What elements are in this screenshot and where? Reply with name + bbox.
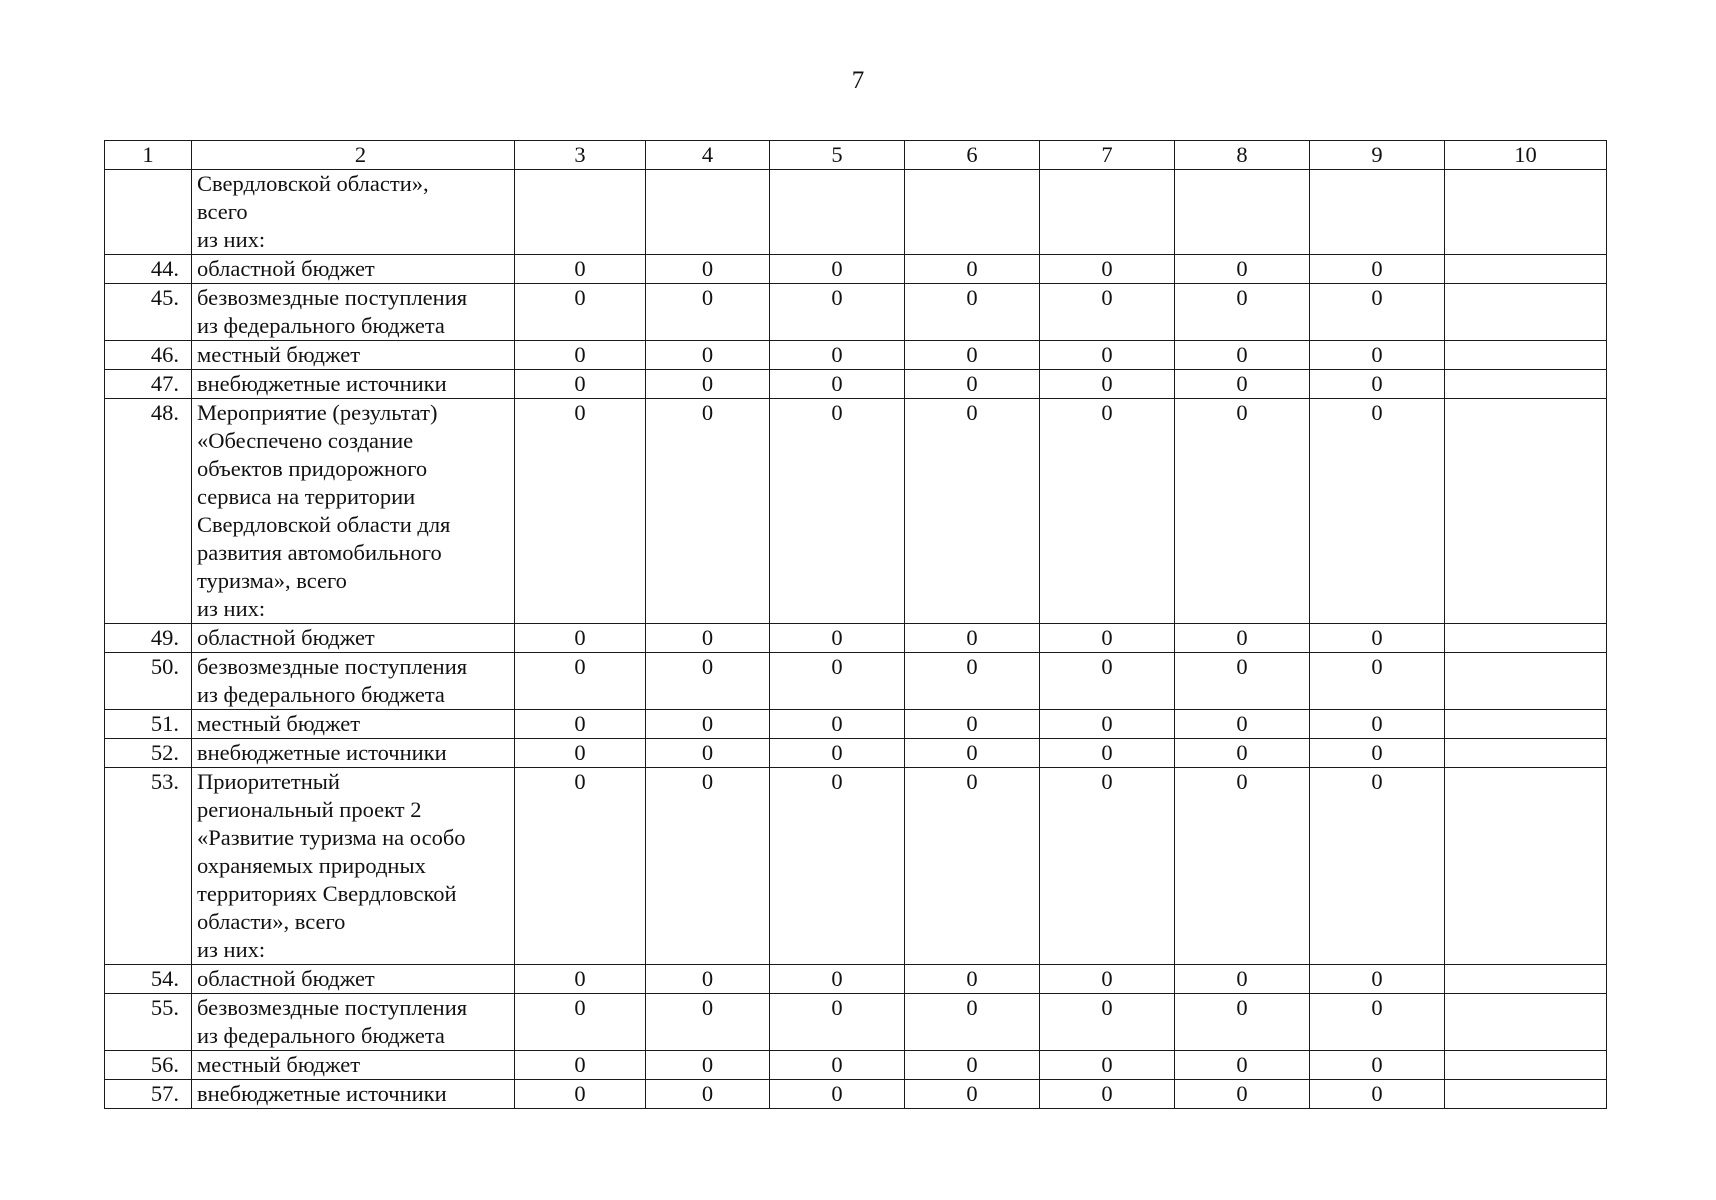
value-cell: 0 — [515, 1080, 646, 1109]
value-cell: 0 — [646, 624, 770, 653]
row-number: 51. — [105, 710, 192, 739]
value-cell: 0 — [515, 624, 646, 653]
header-cell: 4 — [646, 141, 770, 170]
table-row — [105, 739, 1607, 768]
value-cell: 0 — [905, 284, 1040, 341]
value-cell: 0 — [1040, 739, 1175, 768]
value-cell — [1445, 994, 1607, 1051]
value-cell: 0 — [515, 370, 646, 399]
value-cell: 0 — [1310, 739, 1445, 768]
value-cell — [1175, 170, 1310, 255]
value-cell: 0 — [515, 653, 646, 710]
value-cell — [1445, 341, 1607, 370]
value-cell: 0 — [646, 739, 770, 768]
header-cell: 1 — [105, 141, 192, 170]
value-cell: 0 — [1040, 994, 1175, 1051]
table-row — [105, 255, 1607, 284]
header-cell: 2 — [192, 141, 515, 170]
row-number: 55. — [105, 994, 192, 1051]
value-cell — [1040, 170, 1175, 255]
table-row — [105, 1051, 1607, 1080]
row-number: 57. — [105, 1080, 192, 1109]
value-cell: 0 — [515, 399, 646, 624]
value-cell: 0 — [770, 341, 905, 370]
row-number: 52. — [105, 739, 192, 768]
row-name: Приоритетный региональный проект 2 «Развитие туризма на особо охраняемых природных территориях Свердловской области», всего из них: — [192, 768, 515, 965]
table-row — [105, 399, 1607, 624]
value-cell: 0 — [905, 1051, 1040, 1080]
value-cell — [1445, 399, 1607, 624]
value-cell: 0 — [515, 994, 646, 1051]
value-cell: 0 — [646, 1080, 770, 1109]
value-cell: 0 — [1175, 739, 1310, 768]
value-cell: 0 — [905, 994, 1040, 1051]
value-cell: 0 — [1175, 1051, 1310, 1080]
row-number: 48. — [105, 399, 192, 624]
table-row — [105, 965, 1607, 994]
value-cell: 0 — [646, 399, 770, 624]
value-cell: 0 — [1310, 284, 1445, 341]
table-body — [105, 141, 1607, 1109]
value-cell: 0 — [905, 370, 1040, 399]
value-cell: 0 — [1310, 255, 1445, 284]
value-cell: 0 — [770, 624, 905, 653]
value-cell: 0 — [515, 284, 646, 341]
value-cell: 0 — [1040, 255, 1175, 284]
value-cell: 0 — [1175, 624, 1310, 653]
value-cell: 0 — [646, 965, 770, 994]
value-cell — [1445, 370, 1607, 399]
row-number: 50. — [105, 653, 192, 710]
header-row — [105, 141, 1607, 170]
value-cell — [905, 170, 1040, 255]
value-cell — [770, 170, 905, 255]
header-cell: 6 — [905, 141, 1040, 170]
value-cell: 0 — [515, 965, 646, 994]
value-cell: 0 — [1175, 653, 1310, 710]
value-cell: 0 — [1310, 653, 1445, 710]
value-cell: 0 — [770, 739, 905, 768]
value-cell — [515, 170, 646, 255]
value-cell — [1445, 170, 1607, 255]
value-cell: 0 — [905, 624, 1040, 653]
value-cell: 0 — [770, 994, 905, 1051]
value-cell: 0 — [1040, 399, 1175, 624]
row-number: 45. — [105, 284, 192, 341]
value-cell: 0 — [1040, 624, 1175, 653]
value-cell: 0 — [770, 1080, 905, 1109]
value-cell: 0 — [646, 710, 770, 739]
value-cell: 0 — [1310, 710, 1445, 739]
row-name: безвозмездные поступления из федерального бюджета — [192, 653, 515, 710]
row-number: 46. — [105, 341, 192, 370]
value-cell: 0 — [1310, 1051, 1445, 1080]
value-cell: 0 — [1310, 768, 1445, 965]
value-cell: 0 — [515, 710, 646, 739]
value-cell: 0 — [646, 370, 770, 399]
value-cell: 0 — [1175, 255, 1310, 284]
value-cell — [1445, 284, 1607, 341]
value-cell: 0 — [1175, 370, 1310, 399]
value-cell: 0 — [1040, 653, 1175, 710]
value-cell: 0 — [646, 994, 770, 1051]
row-number: 44. — [105, 255, 192, 284]
table-row — [105, 994, 1607, 1051]
value-cell: 0 — [1310, 624, 1445, 653]
budget-table — [104, 140, 1607, 1109]
table-row — [105, 710, 1607, 739]
page-number: 7 — [851, 67, 865, 94]
value-cell: 0 — [770, 284, 905, 341]
value-cell: 0 — [1310, 994, 1445, 1051]
value-cell: 0 — [1040, 965, 1175, 994]
header-cell: 7 — [1040, 141, 1175, 170]
table-row — [105, 170, 1607, 255]
row-name: внебюджетные источники — [192, 739, 515, 768]
value-cell: 0 — [905, 341, 1040, 370]
table-row — [105, 624, 1607, 653]
value-cell: 0 — [905, 965, 1040, 994]
value-cell — [646, 170, 770, 255]
value-cell: 0 — [646, 653, 770, 710]
value-cell — [1445, 710, 1607, 739]
header-cell: 8 — [1175, 141, 1310, 170]
value-cell: 0 — [1310, 341, 1445, 370]
row-name: местный бюджет — [192, 710, 515, 739]
value-cell: 0 — [1040, 284, 1175, 341]
table-row — [105, 341, 1607, 370]
table-row — [105, 370, 1607, 399]
header-cell: 10 — [1445, 141, 1607, 170]
row-number: 56. — [105, 1051, 192, 1080]
value-cell: 0 — [1175, 994, 1310, 1051]
value-cell — [1445, 1080, 1607, 1109]
value-cell: 0 — [515, 255, 646, 284]
value-cell: 0 — [905, 1080, 1040, 1109]
row-name: внебюджетные источники — [192, 370, 515, 399]
value-cell: 0 — [770, 399, 905, 624]
value-cell: 0 — [1310, 965, 1445, 994]
value-cell: 0 — [770, 653, 905, 710]
row-number: 49. — [105, 624, 192, 653]
value-cell: 0 — [515, 341, 646, 370]
value-cell: 0 — [905, 768, 1040, 965]
header-cell: 5 — [770, 141, 905, 170]
value-cell: 0 — [646, 284, 770, 341]
row-number: 47. — [105, 370, 192, 399]
value-cell: 0 — [770, 710, 905, 739]
value-cell: 0 — [1040, 768, 1175, 965]
value-cell: 0 — [1175, 965, 1310, 994]
row-name: внебюджетные источники — [192, 1080, 515, 1109]
row-name: областной бюджет — [192, 255, 515, 284]
value-cell: 0 — [1040, 1080, 1175, 1109]
value-cell: 0 — [1175, 768, 1310, 965]
value-cell — [1310, 170, 1445, 255]
table-row — [105, 1080, 1607, 1109]
row-name: местный бюджет — [192, 341, 515, 370]
value-cell: 0 — [905, 399, 1040, 624]
value-cell: 0 — [905, 739, 1040, 768]
table-row — [105, 653, 1607, 710]
row-name: Мероприятие (результат) «Обеспечено создание объектов придорожного сервиса на территории Свердловской области для развития автомобильного туризма», всего из них: — [192, 399, 515, 624]
value-cell — [1445, 965, 1607, 994]
row-name: безвозмездные поступления из федерального бюджета — [192, 994, 515, 1051]
value-cell — [1445, 653, 1607, 710]
value-cell — [1445, 739, 1607, 768]
value-cell: 0 — [1175, 399, 1310, 624]
value-cell: 0 — [1040, 710, 1175, 739]
row-number: 53. — [105, 768, 192, 965]
row-number — [105, 170, 192, 255]
value-cell — [1445, 1051, 1607, 1080]
value-cell: 0 — [1040, 341, 1175, 370]
value-cell: 0 — [646, 341, 770, 370]
value-cell: 0 — [770, 255, 905, 284]
value-cell: 0 — [905, 653, 1040, 710]
value-cell: 0 — [1175, 1080, 1310, 1109]
value-cell: 0 — [1175, 710, 1310, 739]
value-cell: 0 — [1040, 1051, 1175, 1080]
value-cell: 0 — [770, 1051, 905, 1080]
value-cell — [1445, 624, 1607, 653]
value-cell: 0 — [515, 768, 646, 965]
value-cell: 0 — [1310, 370, 1445, 399]
value-cell: 0 — [770, 370, 905, 399]
value-cell — [1445, 768, 1607, 965]
value-cell — [1445, 255, 1607, 284]
value-cell: 0 — [646, 768, 770, 965]
value-cell: 0 — [646, 1051, 770, 1080]
value-cell: 0 — [770, 965, 905, 994]
value-cell: 0 — [646, 255, 770, 284]
value-cell: 0 — [1310, 399, 1445, 624]
row-name: областной бюджет — [192, 624, 515, 653]
value-cell: 0 — [515, 1051, 646, 1080]
row-number: 54. — [105, 965, 192, 994]
value-cell: 0 — [1175, 284, 1310, 341]
row-name: областной бюджет — [192, 965, 515, 994]
value-cell: 0 — [905, 710, 1040, 739]
row-name: местный бюджет — [192, 1051, 515, 1080]
value-cell: 0 — [1040, 370, 1175, 399]
row-name: Свердловской области», всего из них: — [192, 170, 515, 255]
value-cell: 0 — [515, 739, 646, 768]
table-row — [105, 768, 1607, 965]
header-cell: 9 — [1310, 141, 1445, 170]
table-row — [105, 284, 1607, 341]
value-cell: 0 — [1310, 1080, 1445, 1109]
value-cell: 0 — [770, 768, 905, 965]
header-cell: 3 — [515, 141, 646, 170]
value-cell: 0 — [1175, 341, 1310, 370]
value-cell: 0 — [905, 255, 1040, 284]
row-name: безвозмездные поступления из федерального бюджета — [192, 284, 515, 341]
